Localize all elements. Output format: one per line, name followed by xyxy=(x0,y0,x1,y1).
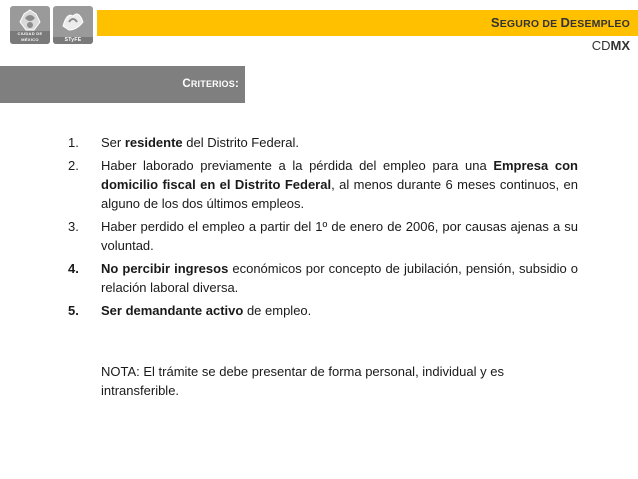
title-part: EGURO DE xyxy=(499,18,561,30)
criteria-segment: de empleo. xyxy=(243,303,312,318)
criteria-segment: Haber laborado previamente a la pérdida del empleo para una xyxy=(101,158,494,173)
section-label xyxy=(182,78,239,90)
cdmx-emblem-icon xyxy=(10,6,50,44)
criteria-emphasis: Ser demandante activo xyxy=(101,303,244,318)
criteria-item xyxy=(68,217,578,255)
page-title xyxy=(491,15,630,30)
criteria-number: 1. xyxy=(68,135,79,150)
criteria-segment: del Distrito Federal. xyxy=(182,135,299,150)
criteria-number: 5. xyxy=(68,303,79,318)
criteria-text xyxy=(101,135,299,150)
criteria-segment: económicos por concepto de jubilación, pensión, subsidio o relación laboral diversa. xyxy=(101,261,579,295)
criteria-text xyxy=(101,158,578,211)
criteria-number: 3. xyxy=(68,219,79,234)
subtitle-plain: CD xyxy=(591,38,611,53)
criteria-emphasis: Empresa con domicilio fiscal en el Distrito Federal xyxy=(101,158,578,192)
criteria-list xyxy=(68,133,578,324)
criteria-emphasis: residente xyxy=(124,135,183,150)
criteria-emphasis: No percibir ingresos xyxy=(101,261,229,276)
page-subtitle xyxy=(592,38,630,53)
styfe-logo-icon xyxy=(53,6,93,44)
subtitle-bold: MX xyxy=(610,38,630,53)
criteria-item xyxy=(68,301,578,320)
section-header-box xyxy=(0,66,245,103)
header-logos xyxy=(10,6,94,44)
criteria-item xyxy=(68,156,578,213)
criteria-item xyxy=(68,259,578,297)
title-part: ESEMPLEO xyxy=(570,18,630,30)
criteria-segment: , al menos durante 6 meses continuos, en alguno de los dos últimos empleos. xyxy=(101,177,578,211)
section-label-part: : xyxy=(234,78,239,90)
criteria-text xyxy=(101,303,311,318)
logo-caption: STyFE xyxy=(53,37,93,44)
logo-caption: CIUDAD DE MÉXICO xyxy=(10,31,50,44)
title-part: S xyxy=(490,15,500,30)
title-part: D xyxy=(560,15,571,30)
criteria-text xyxy=(101,219,578,253)
note-text: NOTA: El trámite se debe presentar de forma personal, individual y es intransferible. xyxy=(101,364,504,398)
section-label-part: C xyxy=(182,78,191,90)
criteria-text xyxy=(101,261,578,295)
criteria-segment: Haber perdido el empleo a partir del 1º de enero de 2006, por causas ajenas a su voluntad. xyxy=(101,219,578,253)
criteria-segment: Ser xyxy=(101,135,125,150)
criteria-number: 2. xyxy=(68,158,79,173)
criteria-number: 4. xyxy=(68,261,79,276)
section-label-part: RITERIOS xyxy=(190,79,235,89)
criteria-item xyxy=(68,133,578,152)
